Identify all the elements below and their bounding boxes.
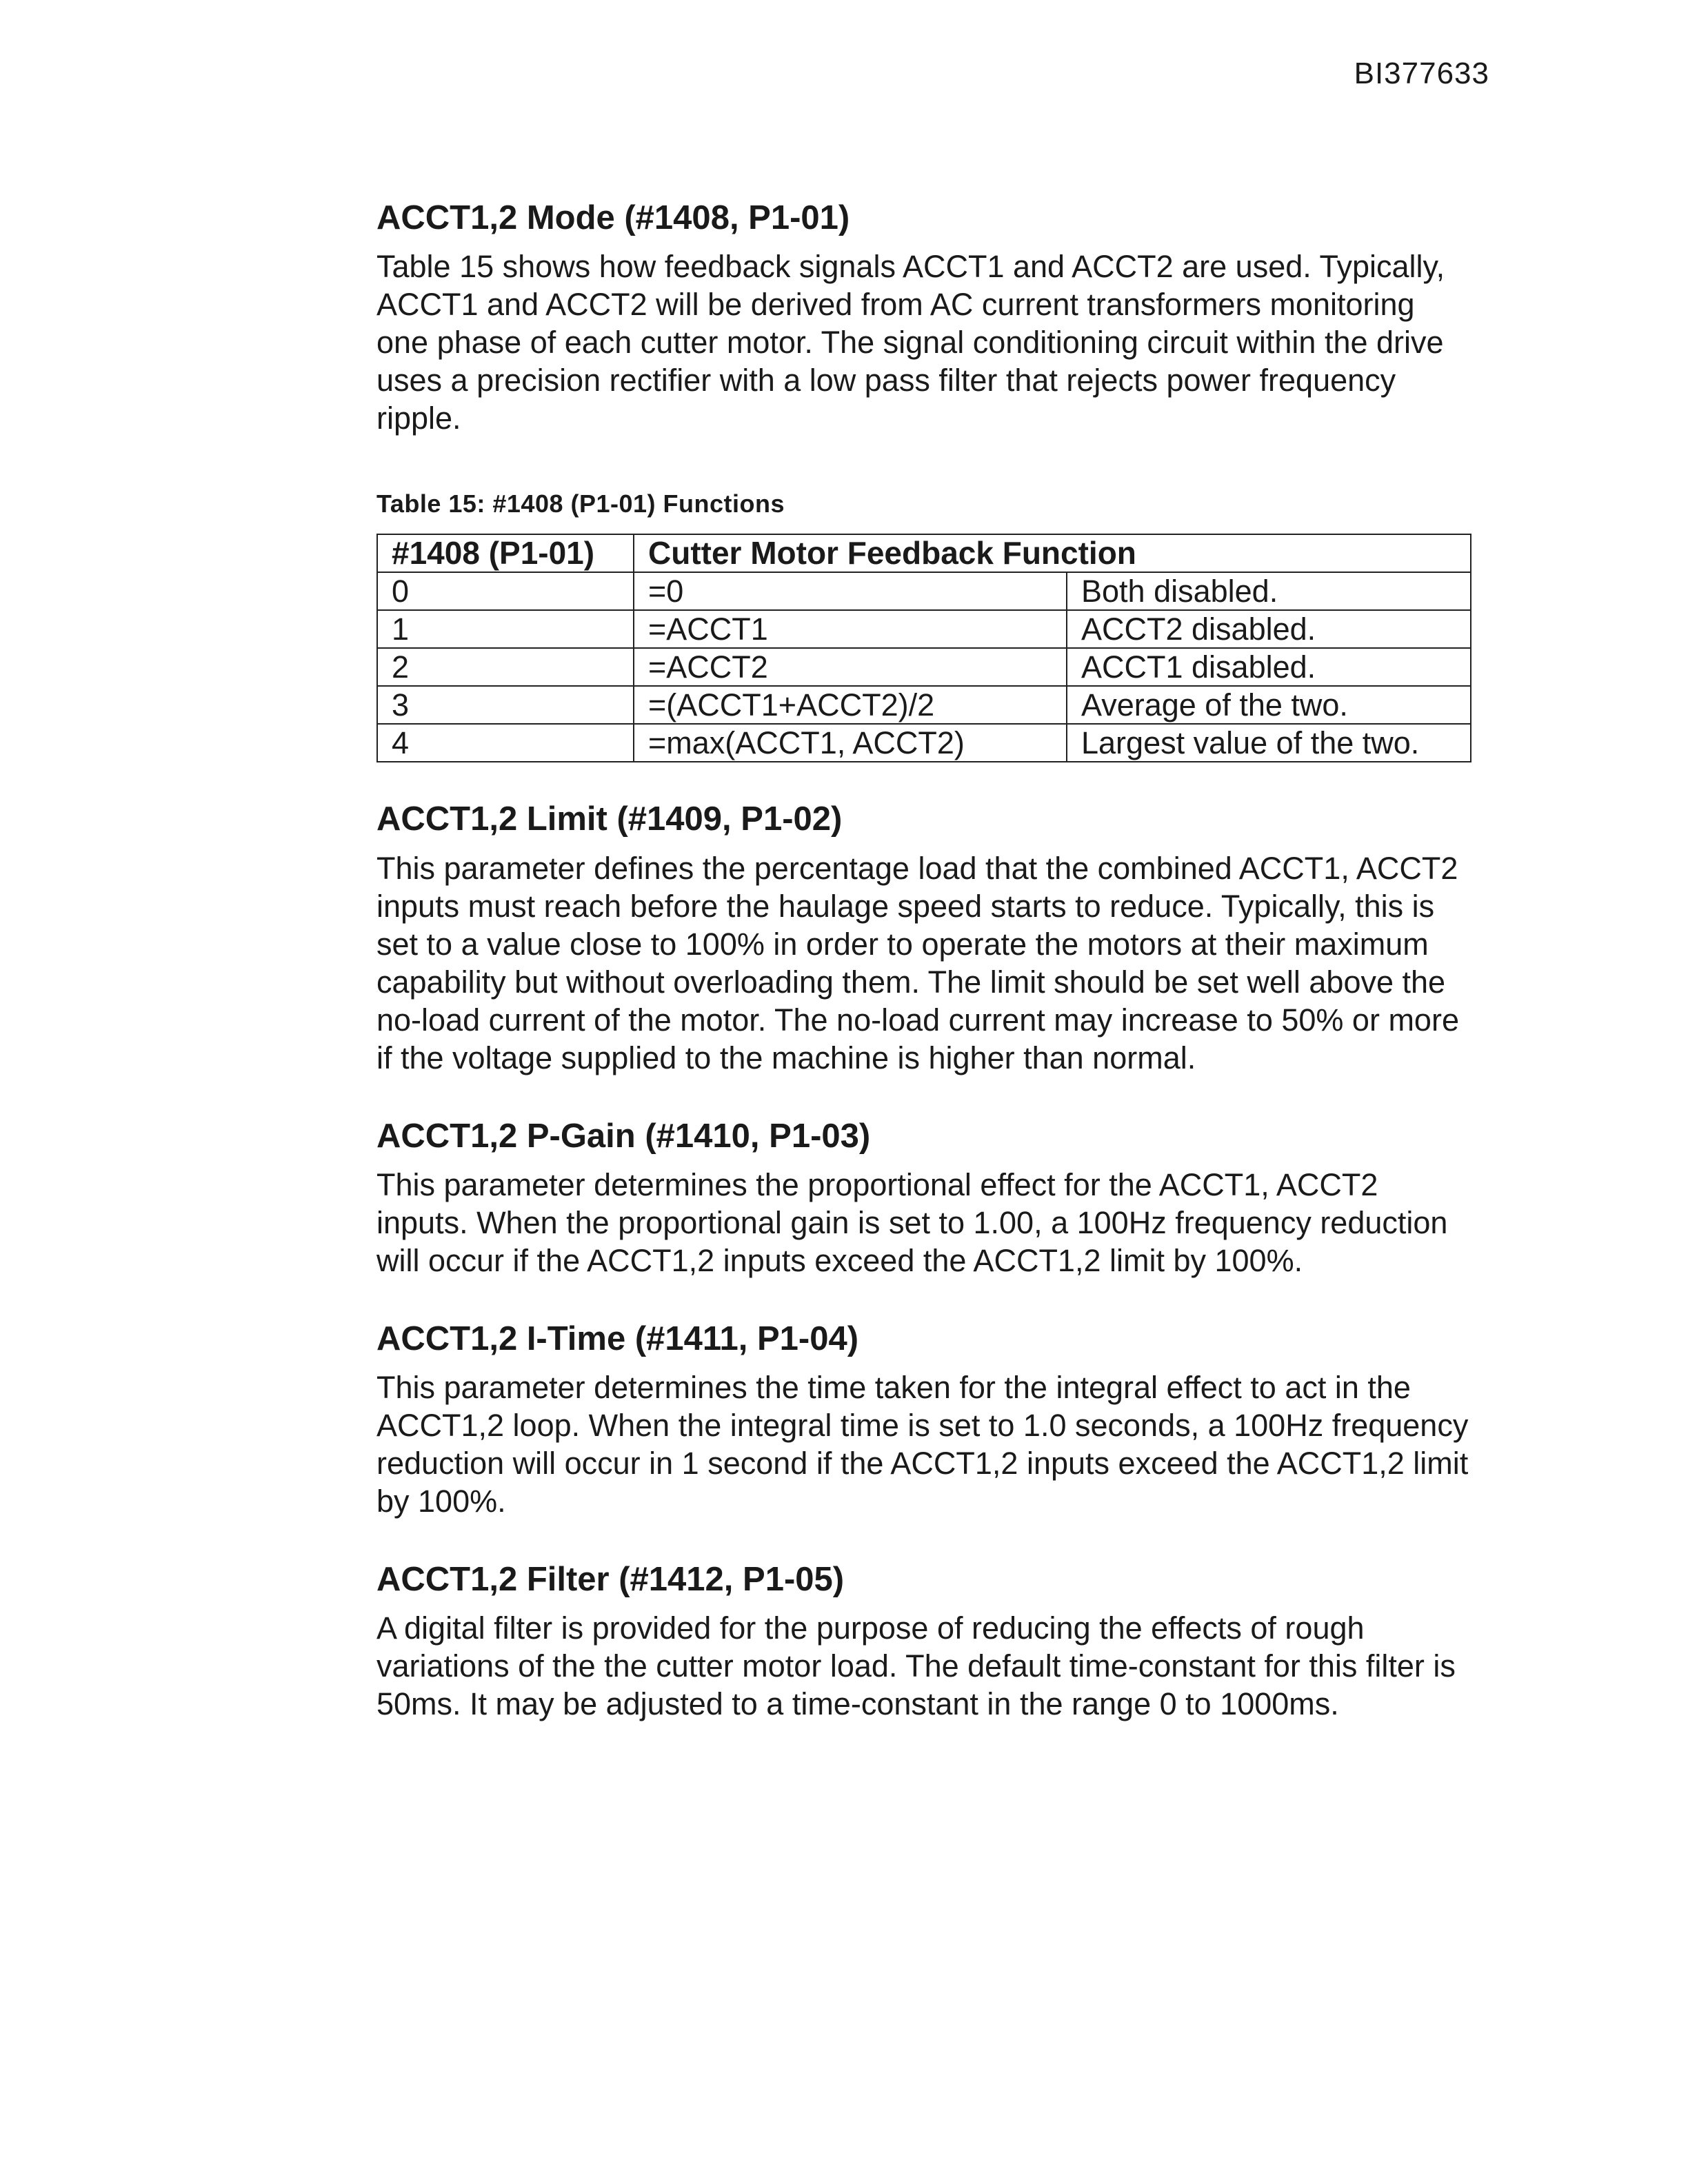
- section-heading: ACCT1,2 P-Gain (#1410, P1-03): [376, 1117, 871, 1155]
- table-row: [377, 610, 1471, 648]
- table-row: [377, 572, 1471, 610]
- table-row: [377, 686, 1471, 724]
- table-cell: ACCT1 disabled.: [1067, 648, 1471, 686]
- table-cell: 3: [377, 686, 634, 724]
- table-cell: =ACCT1: [634, 610, 1067, 648]
- section-paragraph: This parameter determines the time taken for the integral effect to act in the ACCT1,2 loop. When the integral time is set to 1.0 seconds, a 100Hz frequency reduction will occur in 1 second if the ACCT1,2 inputs exceed the ACCT1,2 limit by 100%.: [376, 1370, 1469, 1519]
- functions-table: [376, 534, 1471, 762]
- section-heading: ACCT1,2 Filter (#1412, P1-05): [376, 1561, 845, 1598]
- section-heading: ACCT1,2 I-Time (#1411, P1-04): [376, 1320, 859, 1357]
- table-cell: Average of the two.: [1067, 686, 1471, 724]
- table-cell: ACCT2 disabled.: [1067, 610, 1471, 648]
- table-cell: 2: [377, 648, 634, 686]
- document-id: BI377633: [1354, 57, 1489, 90]
- section-paragraph: This parameter defines the percentage load that the combined ACCT1, ACCT2 inputs must reach before the haulage speed starts to reduce. Typically, this is set to a value close to 100% in order to operate the motors at their maximum capability but without overloading them. The limit should be set well above the no-load current of the motor. The no-load current may increase to 50% or more if the voltage supplied to the machine is higher than normal.: [376, 850, 1459, 1075]
- table-cell: 4: [377, 724, 634, 762]
- section-paragraph: A digital filter is provided for the purpose of reducing the effects of rough variations of the the cutter motor load. The default time-constant for this filter is 50ms. It may be adjusted to a time-constant in the range 0 to 1000ms.: [376, 1610, 1456, 1722]
- section-paragraph: This parameter determines the proportional effect for the ACCT1, ACCT2 inputs. When the proportional gain is set to 1.00, a 100Hz frequency reduction will occur if the ACCT1,2 inputs exceed the ACCT1,2 limit by 100%.: [376, 1166, 1448, 1278]
- section-p-gain: [376, 1115, 1473, 1280]
- document-body: [376, 197, 1473, 1761]
- section-filter: [376, 1559, 1473, 1723]
- table-cell: 1: [377, 610, 634, 648]
- section-i-time: [376, 1318, 1473, 1520]
- table-row: [377, 648, 1471, 686]
- section-heading: ACCT1,2 Mode (#1408, P1-01): [376, 199, 850, 236]
- table-cell: Largest value of the two.: [1067, 724, 1471, 762]
- table-row: [377, 724, 1471, 762]
- section-limit: [376, 798, 1473, 1076]
- section-heading: ACCT1,2 Limit (#1409, P1-02): [376, 800, 843, 838]
- table-cell: =0: [634, 572, 1067, 610]
- table-cell: =(ACCT1+ACCT2)/2: [634, 686, 1067, 724]
- section-mode: [376, 197, 1473, 437]
- section-paragraph: Table 15 shows how feedback signals ACCT1 and ACCT2 are used. Typically, ACCT1 and ACCT2 will be derived from AC current transformers monitoring one phase of each cutter motor. The signal conditioning circuit within the drive uses a precision rectifier with a low pass filter that rejects power frequency ripple.: [376, 249, 1445, 436]
- table-header-row: [377, 534, 1471, 572]
- table-cell: Both disabled.: [1067, 572, 1471, 610]
- table-header-cell: Cutter Motor Feedback Function: [634, 534, 1471, 572]
- table-cell: 0: [377, 572, 634, 610]
- table-caption: Table 15: #1408 (P1-01) Functions: [376, 489, 785, 518]
- table-header-cell: #1408 (P1-01): [377, 534, 634, 572]
- table-cell: =max(ACCT1, ACCT2): [634, 724, 1067, 762]
- table-cell: =ACCT2: [634, 648, 1067, 686]
